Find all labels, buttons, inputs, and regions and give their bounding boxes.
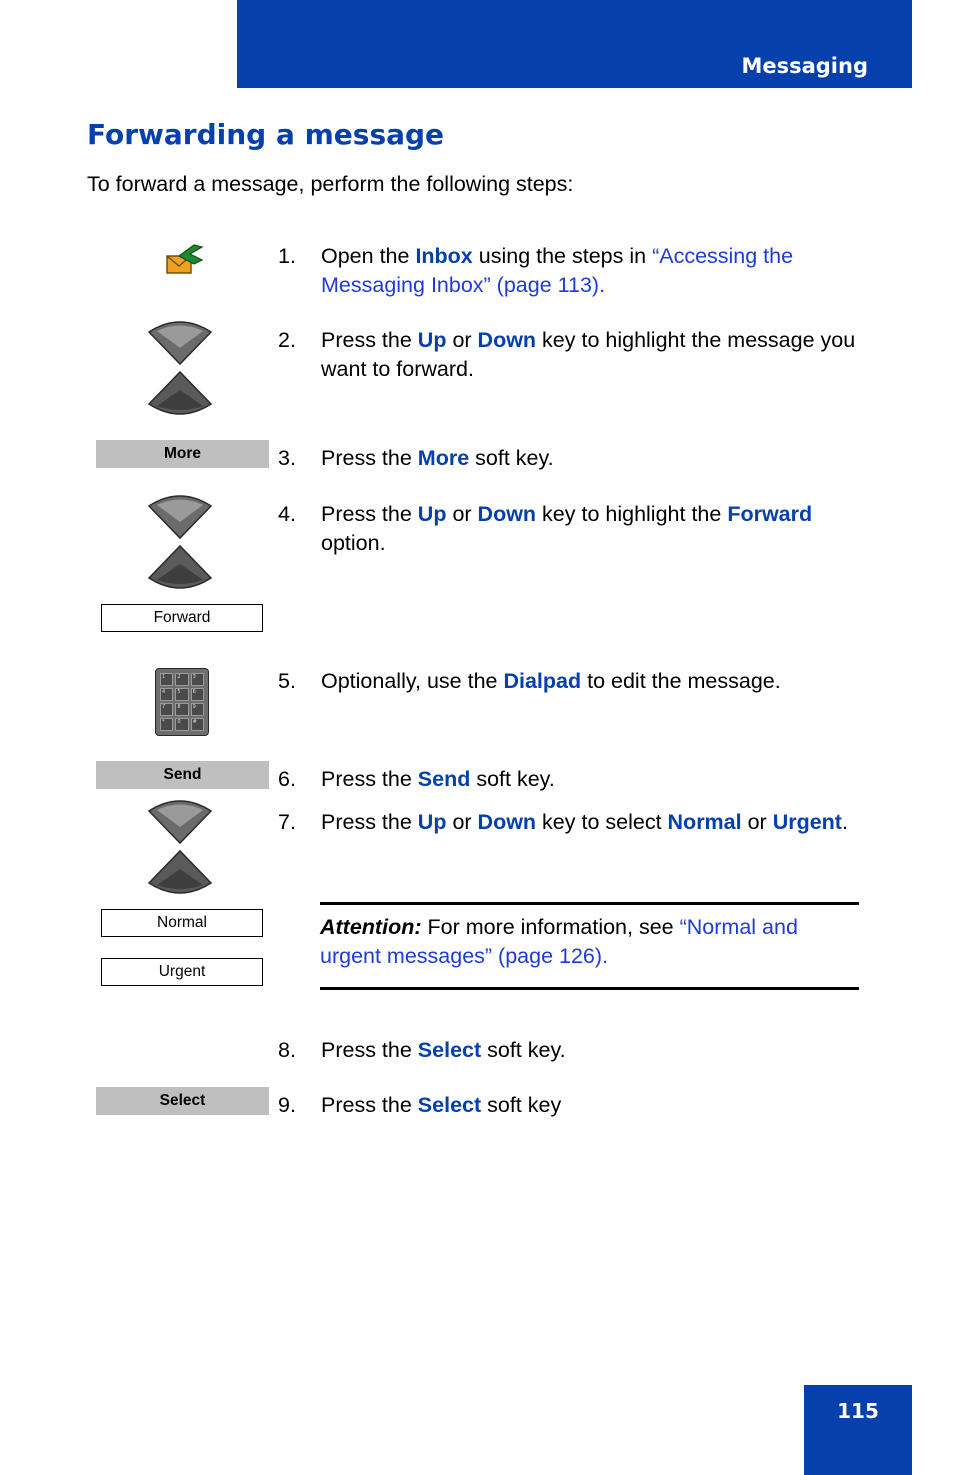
text-run: key to highlight the: [536, 502, 728, 526]
text-run: Press the: [321, 1093, 418, 1117]
intro-text: To forward a message, perform the following steps:: [87, 172, 574, 196]
inbox-icon: [164, 244, 206, 276]
header-band: [237, 0, 912, 88]
keyword-select: Select: [417, 1038, 482, 1062]
dialpad-key: 5: [175, 688, 188, 701]
dialpad-key: 9: [191, 703, 204, 716]
step-text: [321, 500, 878, 558]
step-number: 1.: [278, 244, 296, 268]
keyword-up: Up: [417, 810, 447, 834]
text-run: key to select: [536, 810, 668, 834]
urgent-option[interactable]: Urgent: [101, 958, 263, 986]
send-softkey[interactable]: Send: [96, 761, 269, 789]
keyword-select: Select: [417, 1093, 482, 1117]
text-run: Press the: [321, 810, 418, 834]
page-number-box: [804, 1385, 912, 1475]
keyword-down: Down: [477, 502, 537, 526]
keyword-forward: Forward: [727, 502, 813, 526]
navigation-key-icon: [145, 318, 215, 418]
keyword-up: Up: [417, 328, 447, 352]
dialpad-key: #: [191, 718, 204, 731]
text-run: or: [446, 810, 478, 834]
dialpad-key: *: [160, 718, 173, 731]
step-text: [321, 765, 878, 794]
step-number: 7.: [278, 810, 296, 834]
text-run: or: [741, 810, 773, 834]
text-run: Press the: [321, 446, 418, 470]
attention-end: .: [602, 944, 609, 968]
navigation-key-icon: [145, 492, 215, 592]
more-softkey[interactable]: More: [96, 440, 269, 468]
text-run: or: [446, 502, 478, 526]
text-run: to edit the message.: [581, 669, 781, 693]
keyword-send: Send: [417, 767, 471, 791]
step-text: [321, 808, 878, 837]
text-run: .: [599, 273, 606, 297]
step-4: [278, 500, 878, 558]
step-text: [321, 1036, 878, 1065]
step-1: [278, 242, 878, 300]
text-run: key to highlight the message you want to forward.: [321, 328, 856, 381]
keyword-more: More: [417, 446, 470, 470]
page-title: Forwarding a message: [87, 118, 445, 151]
xref-accessing-inbox-link[interactable]: “Accessing the Messaging Inbox” (page 113): [321, 244, 794, 297]
text-run: soft key.: [469, 446, 554, 470]
page-number: 115: [837, 1399, 879, 1423]
text-run: Press the: [321, 502, 418, 526]
text-run: .: [841, 810, 848, 834]
step-number: 6.: [278, 767, 296, 791]
forward-option[interactable]: Forward: [101, 604, 263, 632]
dialpad-icon: [155, 668, 209, 736]
keyword-dialpad: Dialpad: [503, 669, 582, 693]
step-number: 9.: [278, 1093, 296, 1117]
text-run: soft key: [481, 1093, 562, 1117]
text-run: Press the: [321, 767, 418, 791]
step-text: [321, 242, 878, 300]
select-softkey[interactable]: Select: [96, 1087, 269, 1115]
step-2: [278, 326, 878, 384]
step-3: [278, 444, 878, 473]
step-number: 3.: [278, 446, 296, 470]
step-7: [278, 808, 878, 837]
dialpad-grid: [160, 673, 204, 731]
keyword-up: Up: [417, 502, 447, 526]
step-text: [321, 326, 878, 384]
keyword-urgent: Urgent: [772, 810, 842, 834]
attention-note: [320, 902, 859, 990]
dialpad-key: 4: [160, 688, 173, 701]
keyword-down: Down: [477, 328, 537, 352]
normal-option[interactable]: Normal: [101, 909, 263, 937]
text-run: soft key.: [481, 1038, 566, 1062]
dialpad-key: 6: [191, 688, 204, 701]
keyword-inbox: Inbox: [415, 244, 473, 268]
dialpad-key: 1: [160, 673, 173, 686]
text-run: Optionally, use the: [321, 669, 504, 693]
keyword-down: Down: [477, 810, 537, 834]
section-title: Messaging: [741, 54, 868, 78]
step-number: 2.: [278, 328, 296, 352]
step-9: [278, 1091, 878, 1120]
navigation-key-icon: [145, 797, 215, 897]
step-text: [321, 444, 878, 473]
text-run: option.: [321, 531, 386, 555]
attention-label: Attention:: [320, 915, 422, 939]
step-6: [278, 765, 878, 794]
step-number: 5.: [278, 669, 296, 693]
step-number: 8.: [278, 1038, 296, 1062]
step-text: [321, 667, 878, 696]
attention-text: For more information, see: [421, 915, 680, 939]
dialpad-key: 3: [191, 673, 204, 686]
step-number: 4.: [278, 502, 296, 526]
text-run: Press the: [321, 328, 418, 352]
dialpad-key: 0: [175, 718, 188, 731]
dialpad-key: 7: [160, 703, 173, 716]
step-8: [278, 1036, 878, 1065]
keyword-normal: Normal: [667, 810, 742, 834]
step-5: [278, 667, 878, 696]
text-run: Press the: [321, 1038, 418, 1062]
text-run: using the steps in: [472, 244, 653, 268]
text-run: Open the: [321, 244, 416, 268]
xref-normal-urgent-link[interactable]: “Normal and urgent messages” (page 126): [320, 915, 798, 968]
dialpad-key: 8: [175, 703, 188, 716]
text-run: or: [446, 328, 478, 352]
step-text: [321, 1091, 878, 1120]
dialpad-key: 2: [175, 673, 188, 686]
text-run: soft key.: [470, 767, 555, 791]
